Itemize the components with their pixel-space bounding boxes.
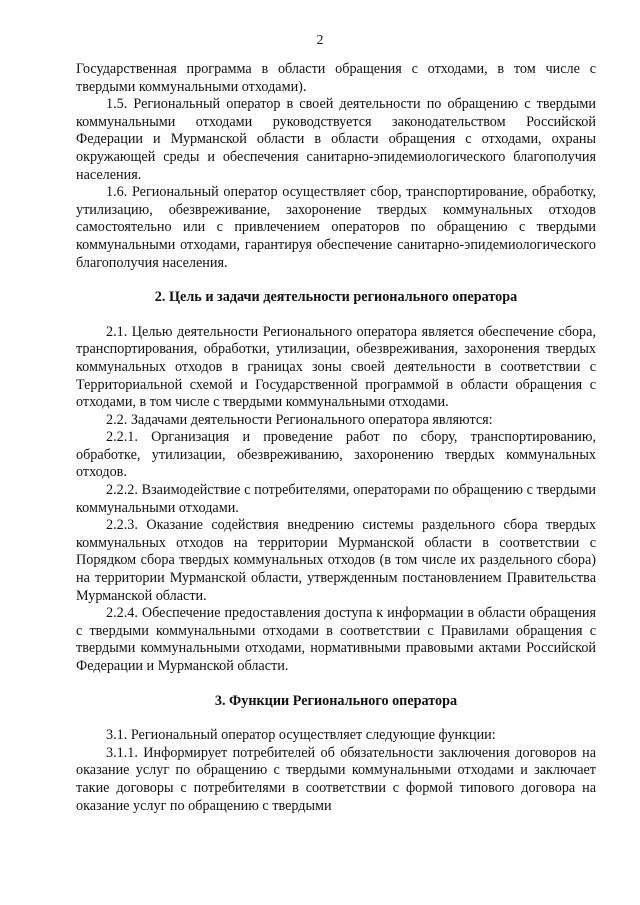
- spacer: [76, 272, 596, 289]
- paragraph-2-1: 2.1. Целью деятельности Регионального оператора является обеспечение сбора, транспортирования, обработки, утилизации, обезвреживания, захоронения твердых коммунальных отходов в границах зоны своей деятельности в соответствии с Территориальной схемой и Государственной программой в области обращения с отходами, в том числе с твердыми коммунальными отходами.: [76, 323, 596, 411]
- spacer: [76, 710, 596, 727]
- paragraph-2-2-4: 2.2.4. Обеспечение предоставления доступа к информации в области обращения с твердыми коммунальными отходами в соответствии с Правилами обращения с твердыми коммунальными отходами, нормативными правовыми актами Российской Федерации и Мурманской области.: [76, 605, 596, 674]
- document-body: [76, 61, 596, 815]
- paragraph-continuation: Государственная программа в области обращения с отходами, в том числе с твердыми коммунальными отходами).: [76, 61, 596, 95]
- paragraph-1-5: 1.5. Региональный оператор в своей деятельности по обращению с твердыми коммунальными отходами руководствуется законодательством Российской Федерации и Мурманской области в области обращения с отходами, охраны окружающей среды и обеспечения санитарно-эпидемиологического благополучия населения.: [76, 96, 596, 183]
- paragraph-2-2-3: 2.2.3. Оказание содействия внедрению системы раздельного сбора твердых коммунальных отходов на территории Мурманской области в соответствии с Порядком сбора твердых коммунальных отходов (в том числе их раздельного сбора) на территории Мурманской области, утвержденным постановлением Правительства Мурманской области.: [76, 517, 596, 604]
- section-3-heading: 3. Функции Регионального оператора: [214, 692, 458, 709]
- spacer: [76, 676, 596, 693]
- paragraph-3-1: 3.1. Региональный оператор осуществляет следующие функции:: [106, 727, 496, 744]
- page-number: 2: [316, 33, 324, 48]
- paragraph-2-2-2: 2.2.2. Взаимодействие с потребителями, операторами по обращению с твердыми коммунальными отходами.: [76, 482, 596, 516]
- spacer: [76, 307, 596, 324]
- paragraph-3-1-1: 3.1.1. Информирует потребителей об обязательности заключения договоров на оказание услуг по обращению с твердыми коммунальными отходами и заключает такие договоры с потребителями в соответствии с формой типового договора на оказание услуг по обращению с твердыми: [76, 744, 596, 814]
- paragraph-1-6: 1.6. Региональный оператор осуществляет сбор, транспортирование, обработку, утилизацию, обезвреживание, захоронение твердых коммунальных отходов самостоятельно или с привлечением операторов по обращению с твердыми коммунальными отходами, гарантируя обеспечение санитарно-эпидемиологического благополучия населения.: [76, 184, 596, 271]
- paragraph-2-2: 2.2. Задачами деятельности Регионального оператора являются:: [106, 411, 493, 428]
- section-2-heading: 2. Цель и задачи деятельности регионального оператора: [154, 289, 518, 306]
- paragraph-2-2-1: 2.2.1. Организация и проведение работ по сбору, транспортированию, обработке, утилизации, обезвреживанию, захоронению твердых коммунальных отходов.: [76, 429, 596, 481]
